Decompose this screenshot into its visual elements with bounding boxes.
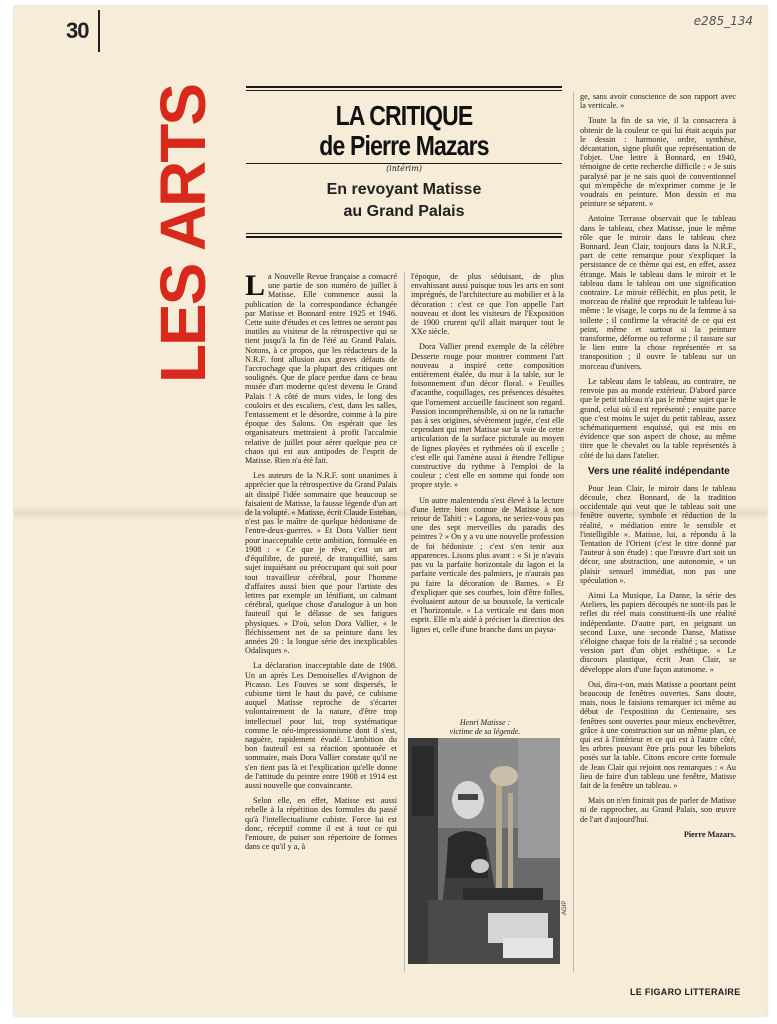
column-divider (573, 92, 574, 972)
column1-paragraph: La déclaration inacceptable date de 1908. Un an après Les Demoiselles d'Avignon de Picasso. Les Fauves se sont dispersés, le cubisme tient le haut du pavé, ce cubisme auquel Matisse reproche de s'écarter volontairement de la nature, d'être trop intellectuel pour lui, trop systématique comme le néo-impressionnisme dont il s'est, naguère, rapidement évadé. L'ambition du bon fauteuil est sa réaction spontanée et sommaire, mais Dora Vallier constate qu'il ne s'en tient pas là et l'explication qu'elle donne de l'attitude du peintre entre 1908 et 1914 est aussi nouvelle que convaincante. (245, 661, 397, 790)
column3-paragraph: Antoine Terrasse observait que le tableau dans le tableau, chez Matisse, joue le même rôle que le miroir dans le tableau chez Bonnard. Jean Clair, toujours dans la N.R.F., part de cette remarque pour s'expliquer la persistance de ce thème qui est, en effet, assez étrange. Mais le tableau dans le miroir et le tableau dans le tableau ont une signification contraire. Le miroir réfléchit, en plus petit, le morceau de réalité que reproduit le tableau lui-même : le visage, le corps nu de la femme à sa toilette ; il confirme la véracité de ce qui est peint, même et surtout si la peinture transforme, déforme ou reforme ; il rassure sur le lien entre la chose représentée et sa transposition ; il ouvre le tableau sur un morceau d'univers. (580, 214, 736, 371)
column3-subhead: Vers une réalité indépendante (588, 465, 730, 477)
article-subtitle-line1: En revoyant Matisse (326, 181, 482, 198)
article-title-line1: LA CRITIQUE (335, 100, 473, 131)
photo-credit: AGIP (562, 900, 568, 915)
matisse-photo (408, 738, 560, 964)
article-column-2 (411, 272, 564, 708)
column3-paragraph: Oui, dira-t-on, mais Matisse a pourtant peint beaucoup de fenêtres ouvertes. Sans doute, mais, nous le faisions remarquer ici même au début de l'exposition du Centenaire, ses fenêtres sont ouvertes pour mieux enchevêtrer, grâce à une construction sur un même plan, ce qui est à l'intérieur et ce qui est à l'autre côté, les arbres pouvant être pris pour les bibelots posés sur la table. Citons encore cette formule de Jean Clair qui rejoint nos remarques : « Au lieu de faire d'un tableau une fenêtre, Matisse fait de la fenêtre un tableau. » (580, 679, 736, 791)
article-column-3 (580, 92, 736, 974)
photo-caption (410, 718, 560, 736)
article-header (234, 86, 574, 238)
page-number-rule (98, 10, 100, 52)
column1-text: a Nouvelle Revue française a consacré une partie de son numéro de juillet à Matisse. Elle commence aussi la publication de la correspondance échangée par Matisse et Bonnard entre 1925 et 1946. Cette suite d'études et ces lettres ne seront pas inutiles au visiteur de la rétrospective qui se tient jusqu'à la fin de l'été au Grand Palais. Notons, à ce propos, que les rédacteurs de la N.R.F. font allusion aux graves défauts de l'accrochage que la plupart des critiques ont soulignés. Que de place perdue dans ce beau musée d'art moderne qu'est devenu le Grand Palais ! A côté de murs vides, le long des couloirs et des escaliers, c'est, dans les salles, l'entassement et le désordre, comme à la pire époque des Salons. On espérait que les organisateurs mettraient à profit l'accalmie relative de juillet pour aérer quelque peu ce chaos qui est aux antipodes de l'esprit de Matisse. Rien n'a été fait. (245, 272, 397, 466)
column3-paragraph: Mais on n'en finirait pas de parler de Matisse ni de rapprocher, au Grand Palais, son œuvre de l'art d'aujourd'hui. (580, 796, 736, 824)
photo-caption-line2: victime de sa légende. (449, 727, 521, 736)
page-number: 30 (66, 18, 89, 43)
column3-paragraph: Toute la fin de sa vie, il la consacrera à obtenir de la couleur ce qui lui était acquis par le dessin : harmonie, ordre, synthèse, décantation, signe plutôt que représentation de l'objet. Une lettre à Bonnard, en 1940, témoigne de cette recherche difficile : « Je suis paralysé par je ne sais quoi de conventionnel qui m'empêche de m'exprimer comme je le voudrais en peinture. Mon dessin et ma peinture se séparent. » (580, 116, 736, 209)
author-signature: Pierre Mazars. (683, 829, 736, 839)
column2-paragraph: l'époque, de plus séduisant, de plus envahissant aussi puisque tous les arts en sont imprégnés, de l'architecture au mobilier et à la décoration : c'est ce que l'on appelle l'art nouveau et dont les visiteurs de l'Exposition de 1900 crurent qu'il allait marquer tout le XXe siècle. (411, 272, 564, 337)
column2-paragraph: Dora Vallier prend exemple de la célèbre Desserte rouge pour montrer comment l'art nouveau a inspiré cette composition entièrement étalée, du mur à la table, sur le foisonnement d'un décor floral. « Feuilles d'acanthe, coquillages, ces présences désuètes que l'ornement accueille fascinent son regard. Passion incompréhensible, si on ne la rattache pas à ses origines, sévèrement jugée, c'est elle cependant qui met Matisse sur la voie de cette articulation de la surface picturale au moyen de lignes ployées et rythmées où il excelle ; c'est elle qui l'amène aussi à étendre l'ellipse constructive du rythme à l'emploi de la couleur ; c'est elle en somme qui fonde son propre style. » (411, 342, 564, 490)
drop-cap: L (245, 272, 266, 302)
matisse-photo-image (408, 738, 560, 964)
column2-paragraph: Un autre malentendu s'est élevé à la lecture d'une lettre bien connue de Matisse à son retour de Tahiti : « Lagons, ne seriez-vous pas une des sept merveilles du paradis des peintres ? » On y a vu une nouvelle profession de foi hédoniste ; c'est s'en tenir aux apparences. Lisons plus avant : « Si je n'avais pas vu la parfaite horizontale du lagon et la parfaite verticale des palmiers, je n'aurais pas pu faire la décoration de Barnes. » Et d'expliquer que ses courbes, loin d'être folles, évoluaient autour de sa boussole, la verticale et l'horizontale. « La verticale est dans mon esprit. Elle m'a aidé à préciser la direction des lignes et, celle d'une branche dans un paysa- (411, 495, 564, 634)
article-subtitle-line2: au Grand Palais (343, 203, 465, 220)
article-title-line2: de Pierre Mazars (319, 130, 489, 161)
column3-paragraph: Pour Jean Clair, le miroir dans le tableau découle, chez Bonnard, de la tradition occidentale qui veut que le tableau soit une fenêtre ouverte, symbole et réduction de la réalité, « médiation entre le sensible et l'intelligible ». Matisse, lui, a répondu à la Tentation de l'Orient (c'est le titre donné par l'auteur à son étude) : que l'œuvre d'art soit un décor, une abstraction, une autonomie, « un plaisir sensuel immédiat, non pas une spéculation ». (580, 483, 736, 585)
column3-paragraph: Ainsi La Musique, La Danse, la série des Ateliers, les papiers découpés ne sont-ils pas le reflet du réel mais constituent-ils une réalité indépendante. D'autre part, en peignant un second Luxe, une seconde Danse, Matisse s'éloigne chaque fois de la réalité ; sa seconde version part d'un objet esthétique. « Le discours plastique, écrit Jean Clair, se développe alors d'une façon autonome. » (580, 590, 736, 674)
column1-paragraph: Les auteurs de la N.R.F. sont unanimes à apprécier que la rétrospective du Grand Palais ait dissipé l'idée sommaire que beaucoup se faisaient de Matisse, la fausse légende d'un art de la volupté. « Matisse, écrit Claude Esteban, n'est pas le maître de quelque hédonisme de l'entre-deux-guerres. » Et Dora Vallier tient pour inacceptable cette ambition, formulée en 1908 : « Ce que je rêve, c'est un art d'équilibre, de pureté, de tranquillité, sans sujet inquiétant ou préoccupant qui soit pour tout travailleur cérébral, pour l'homme d'affaires aussi bien que pour l'artiste des lettres par exemple un lénifiant, un calmant cérébral, quelque chose d'analogue à un bon fauteuil qui le délasse de ses fatigues physiques. » D'où, selon Dora Vallier, « le fléchissement net de sa peinture dans les années 20 : la longue série des inexplicables Odalisques ». (245, 471, 397, 656)
column1-paragraph: Selon elle, en effet, Matisse est aussi rebelle à la répétition des formules du passé qu'à l'intellectualisme cubiste. Force lui est donc, réceptif comme il est à tout ce qui l'entoure, de puiser son répertoire de formes dans ce qu'il y a, à (245, 796, 397, 852)
column3-paragraph: ge, sans avoir conscience de son rapport avec la verticale. » (580, 92, 736, 111)
photo-caption-line1: Henri Matisse : (459, 718, 511, 727)
column-divider (404, 272, 405, 972)
archive-note: e285_134 (693, 14, 753, 28)
column1-paragraph (245, 272, 397, 465)
section-title (138, 84, 228, 384)
publication-footer: LE FIGARO LITTERAIRE (630, 987, 741, 997)
column3-paragraph: Le tableau dans le tableau, au contraire, ne renvoie pas au monde extérieur. D'abord parce que le petit tableau n'a pas le même sujet que le grand, celui où il est représenté ; ensuite parce que c'est moins le sujet du petit tableau, assez schématiquement esquissé, qui est mis en évidence que son aspect de chose, au même titre que le chevalet ou la table représentés à côté de lui dans l'atelier. (580, 376, 736, 460)
section-title-text: LES ARTS (147, 84, 219, 384)
article-column-1 (245, 272, 397, 974)
header-bottom-rule (246, 236, 562, 238)
article-interim: (intérim) (386, 164, 422, 173)
